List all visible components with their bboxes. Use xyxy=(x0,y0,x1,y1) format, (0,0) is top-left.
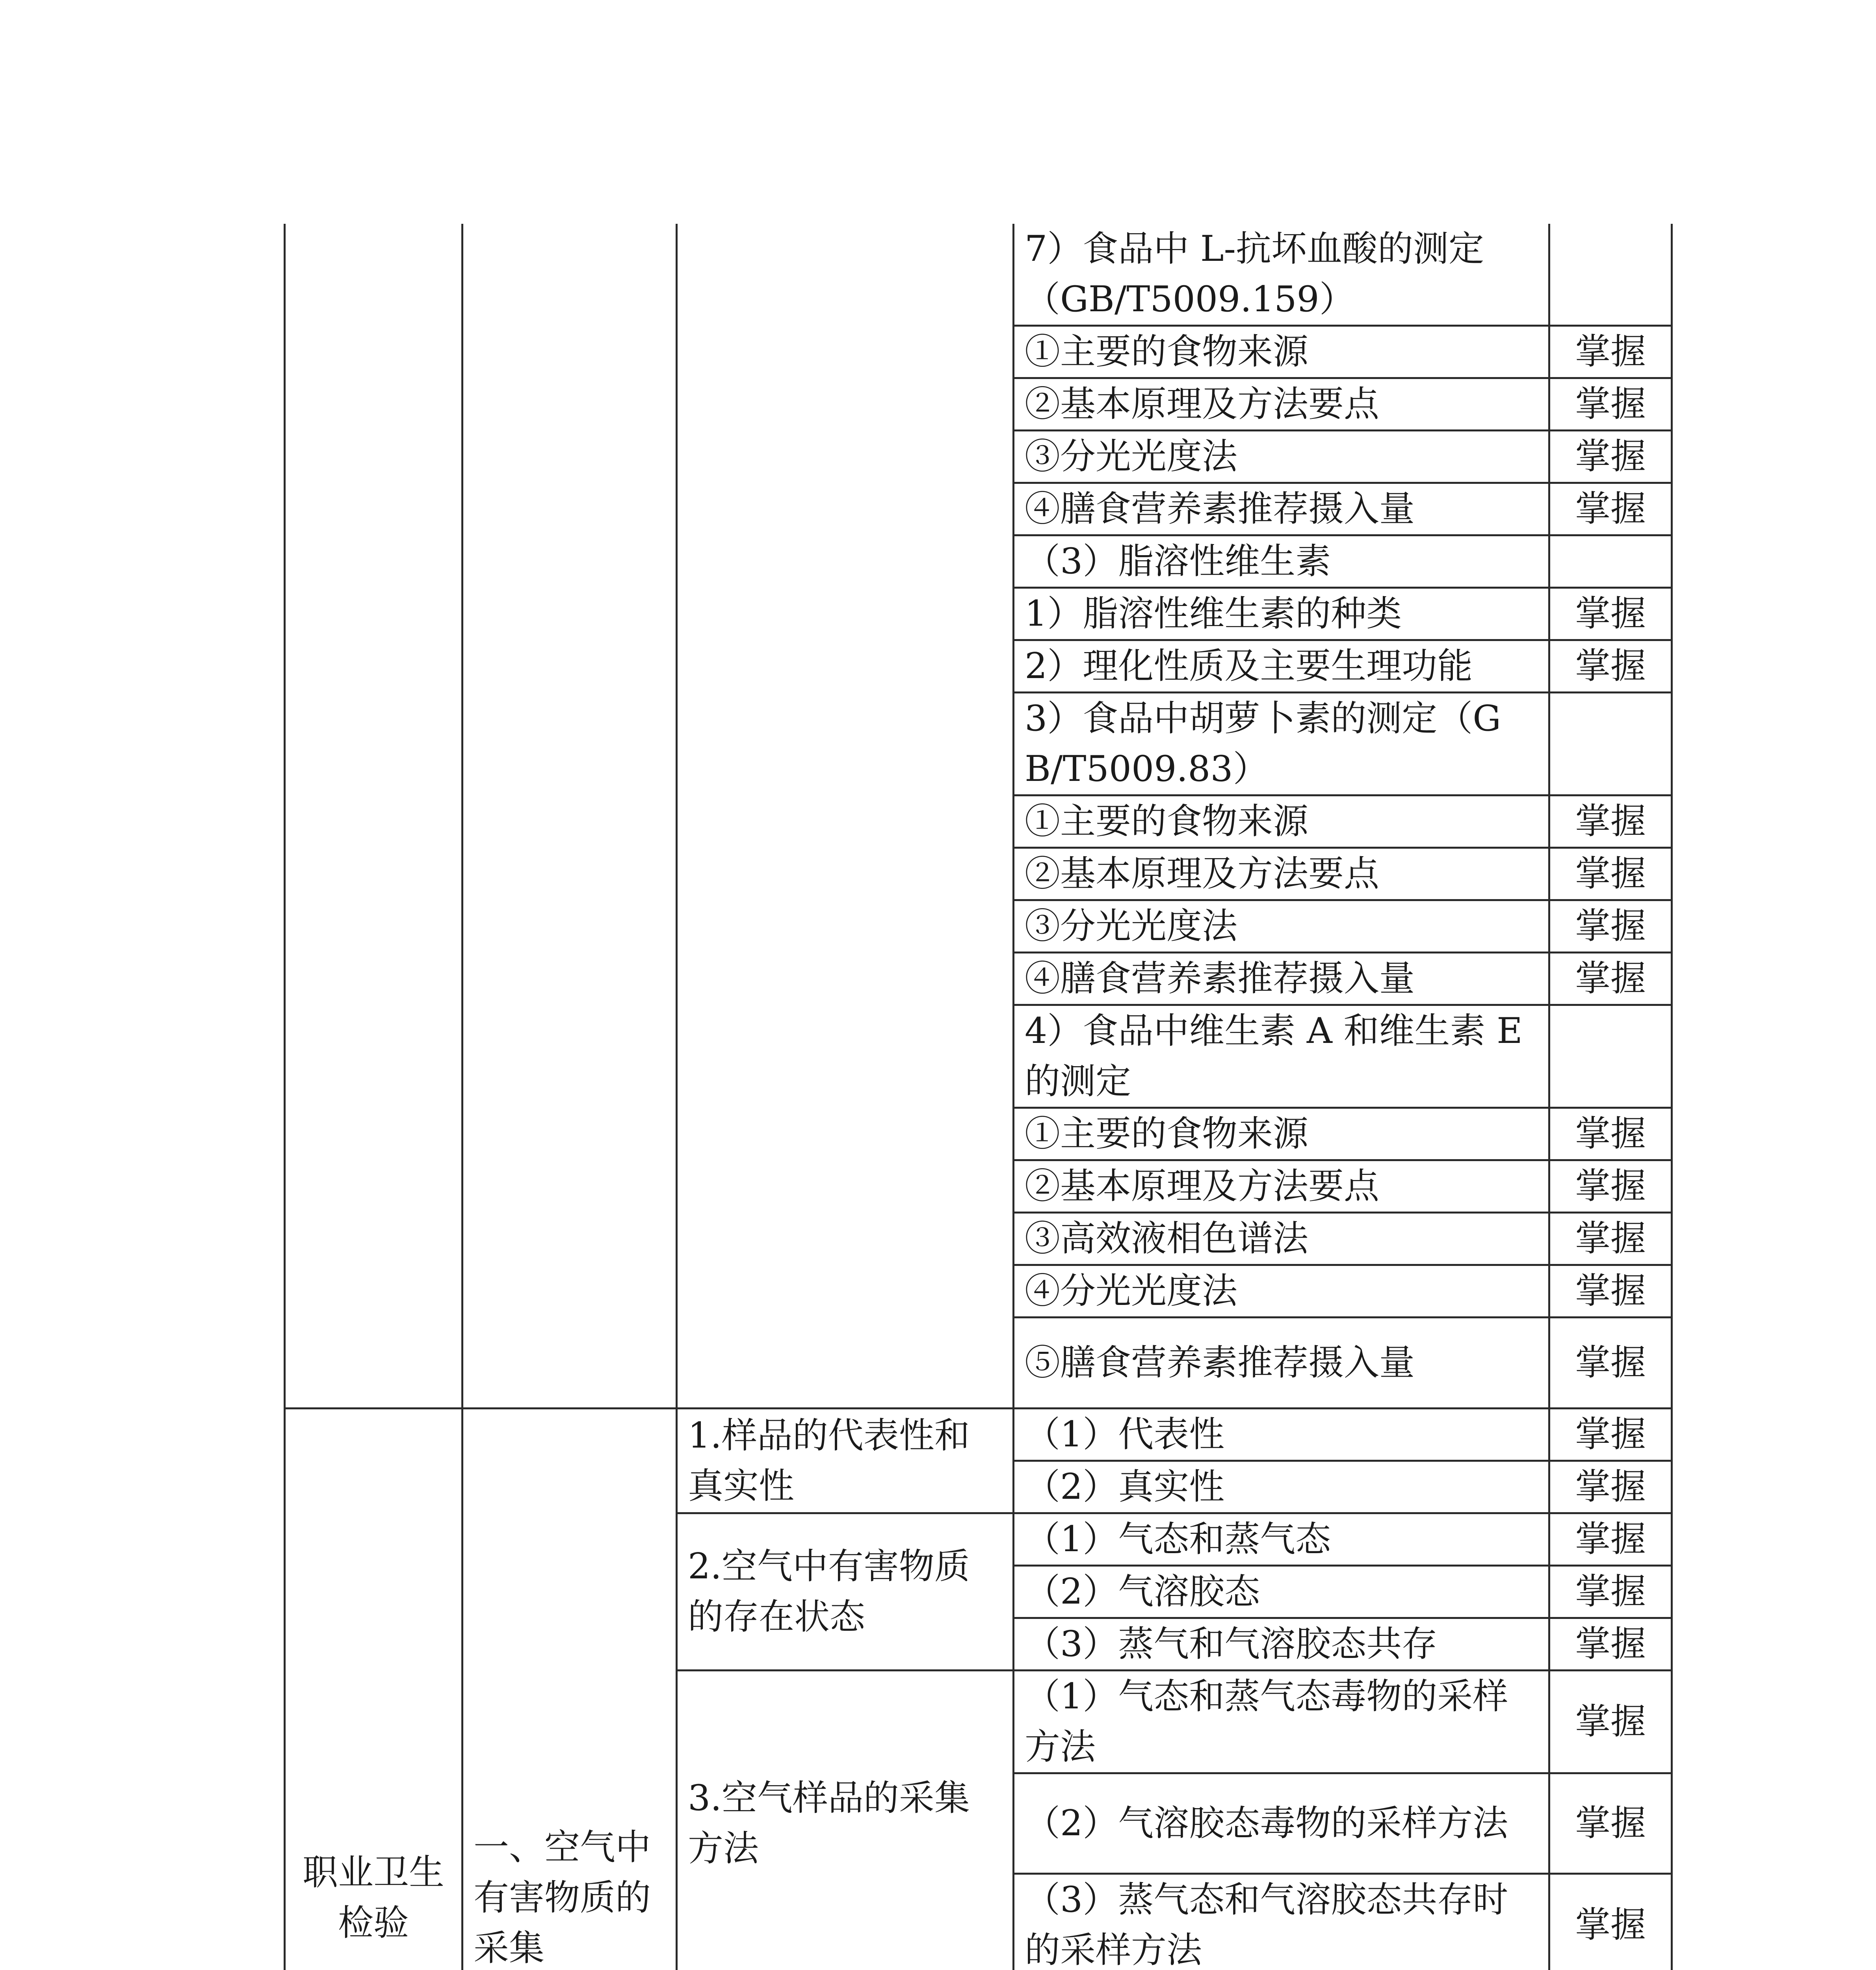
topic-cell: （3）脂溶性维生素 xyxy=(1014,535,1549,588)
topic-cell: ③分光光度法 xyxy=(1014,900,1549,953)
level-cell xyxy=(1549,1005,1672,1108)
topic-cell: （1）气态和蒸气态毒物的采样方法 xyxy=(1014,1671,1549,1773)
level-cell: 掌握 xyxy=(1549,795,1672,848)
syllabus-table xyxy=(284,224,1673,1970)
topic-cell: （2）气溶胶态毒物的采样方法 xyxy=(1014,1773,1549,1874)
level-cell xyxy=(1549,535,1672,588)
continued-empty-cell xyxy=(285,224,462,1409)
category-cell: 职业卫生检验 xyxy=(285,1409,462,1970)
topic-cell: 7）食品中 L-抗坏血酸的测定（GB/T5009.159） xyxy=(1014,224,1549,326)
topic-cell: （1）气态和蒸气态 xyxy=(1014,1513,1549,1566)
topic-cell: ③高效液相色谱法 xyxy=(1014,1213,1549,1265)
topic-cell: （2）气溶胶态 xyxy=(1014,1566,1549,1618)
level-cell: 掌握 xyxy=(1549,953,1672,1005)
chapter-cell: 一、空气中有害物质的采集 xyxy=(462,1409,677,1970)
topic-cell: （3）蒸气和气溶胶态共存 xyxy=(1014,1618,1549,1671)
level-cell: 掌握 xyxy=(1549,378,1672,431)
topic-cell: 3）食品中胡萝卜素的测定（GB/T5009.83） xyxy=(1014,693,1549,795)
level-cell: 掌握 xyxy=(1549,1513,1672,1566)
topic-cell: ③分光光度法 xyxy=(1014,431,1549,483)
continued-empty-cell xyxy=(677,224,1014,1409)
topic-cell: ①主要的食物来源 xyxy=(1014,1108,1549,1160)
level-cell: 掌握 xyxy=(1549,483,1672,535)
topic-cell: 4）食品中维生素 A 和维生素 E 的测定 xyxy=(1014,1005,1549,1108)
topic-cell: 1）脂溶性维生素的种类 xyxy=(1014,588,1549,640)
level-cell: 掌握 xyxy=(1549,1874,1672,1970)
level-cell xyxy=(1549,224,1672,326)
topic-cell: ①主要的食物来源 xyxy=(1014,326,1549,378)
topic-cell: ④膳食营养素推荐摄入量 xyxy=(1014,953,1549,1005)
level-cell: 掌握 xyxy=(1549,1618,1672,1671)
syllabus-table-body xyxy=(285,224,1672,1970)
level-cell: 掌握 xyxy=(1549,1213,1672,1265)
topic-cell: ⑤膳食营养素推荐摄入量 xyxy=(1014,1318,1549,1409)
level-cell: 掌握 xyxy=(1549,900,1672,953)
topic-cell: （2）真实性 xyxy=(1014,1461,1549,1513)
group-title-cell: 3.空气样品的采集方法 xyxy=(677,1671,1014,1970)
topic-cell: 2）理化性质及主要生理功能 xyxy=(1014,640,1549,693)
table-row xyxy=(285,1409,1672,1461)
level-cell: 掌握 xyxy=(1549,1265,1672,1318)
level-cell: 掌握 xyxy=(1549,326,1672,378)
level-cell: 掌握 xyxy=(1549,640,1672,693)
topic-cell: ②基本原理及方法要点 xyxy=(1014,848,1549,900)
level-cell: 掌握 xyxy=(1549,1108,1672,1160)
level-cell: 掌握 xyxy=(1549,1318,1672,1409)
level-cell: 掌握 xyxy=(1549,848,1672,900)
topic-cell: ②基本原理及方法要点 xyxy=(1014,1160,1549,1213)
level-cell: 掌握 xyxy=(1549,1566,1672,1618)
level-cell: 掌握 xyxy=(1549,1160,1672,1213)
topic-cell: （3）蒸气态和气溶胶态共存时的采样方法 xyxy=(1014,1874,1549,1970)
table-row xyxy=(285,224,1672,326)
level-cell: 掌握 xyxy=(1549,431,1672,483)
topic-cell: （1）代表性 xyxy=(1014,1409,1549,1461)
continued-empty-cell xyxy=(462,224,677,1409)
level-cell: 掌握 xyxy=(1549,588,1672,640)
topic-cell: ④分光光度法 xyxy=(1014,1265,1549,1318)
level-cell xyxy=(1549,693,1672,795)
topic-cell: ②基本原理及方法要点 xyxy=(1014,378,1549,431)
level-cell: 掌握 xyxy=(1549,1409,1672,1461)
topic-cell: ④膳食营养素推荐摄入量 xyxy=(1014,483,1549,535)
level-cell: 掌握 xyxy=(1549,1461,1672,1513)
topic-cell: ①主要的食物来源 xyxy=(1014,795,1549,848)
level-cell: 掌握 xyxy=(1549,1671,1672,1773)
group-title-cell: 1.样品的代表性和真实性 xyxy=(677,1409,1014,1513)
group-title-cell: 2.空气中有害物质的存在状态 xyxy=(677,1513,1014,1671)
level-cell: 掌握 xyxy=(1549,1773,1672,1874)
